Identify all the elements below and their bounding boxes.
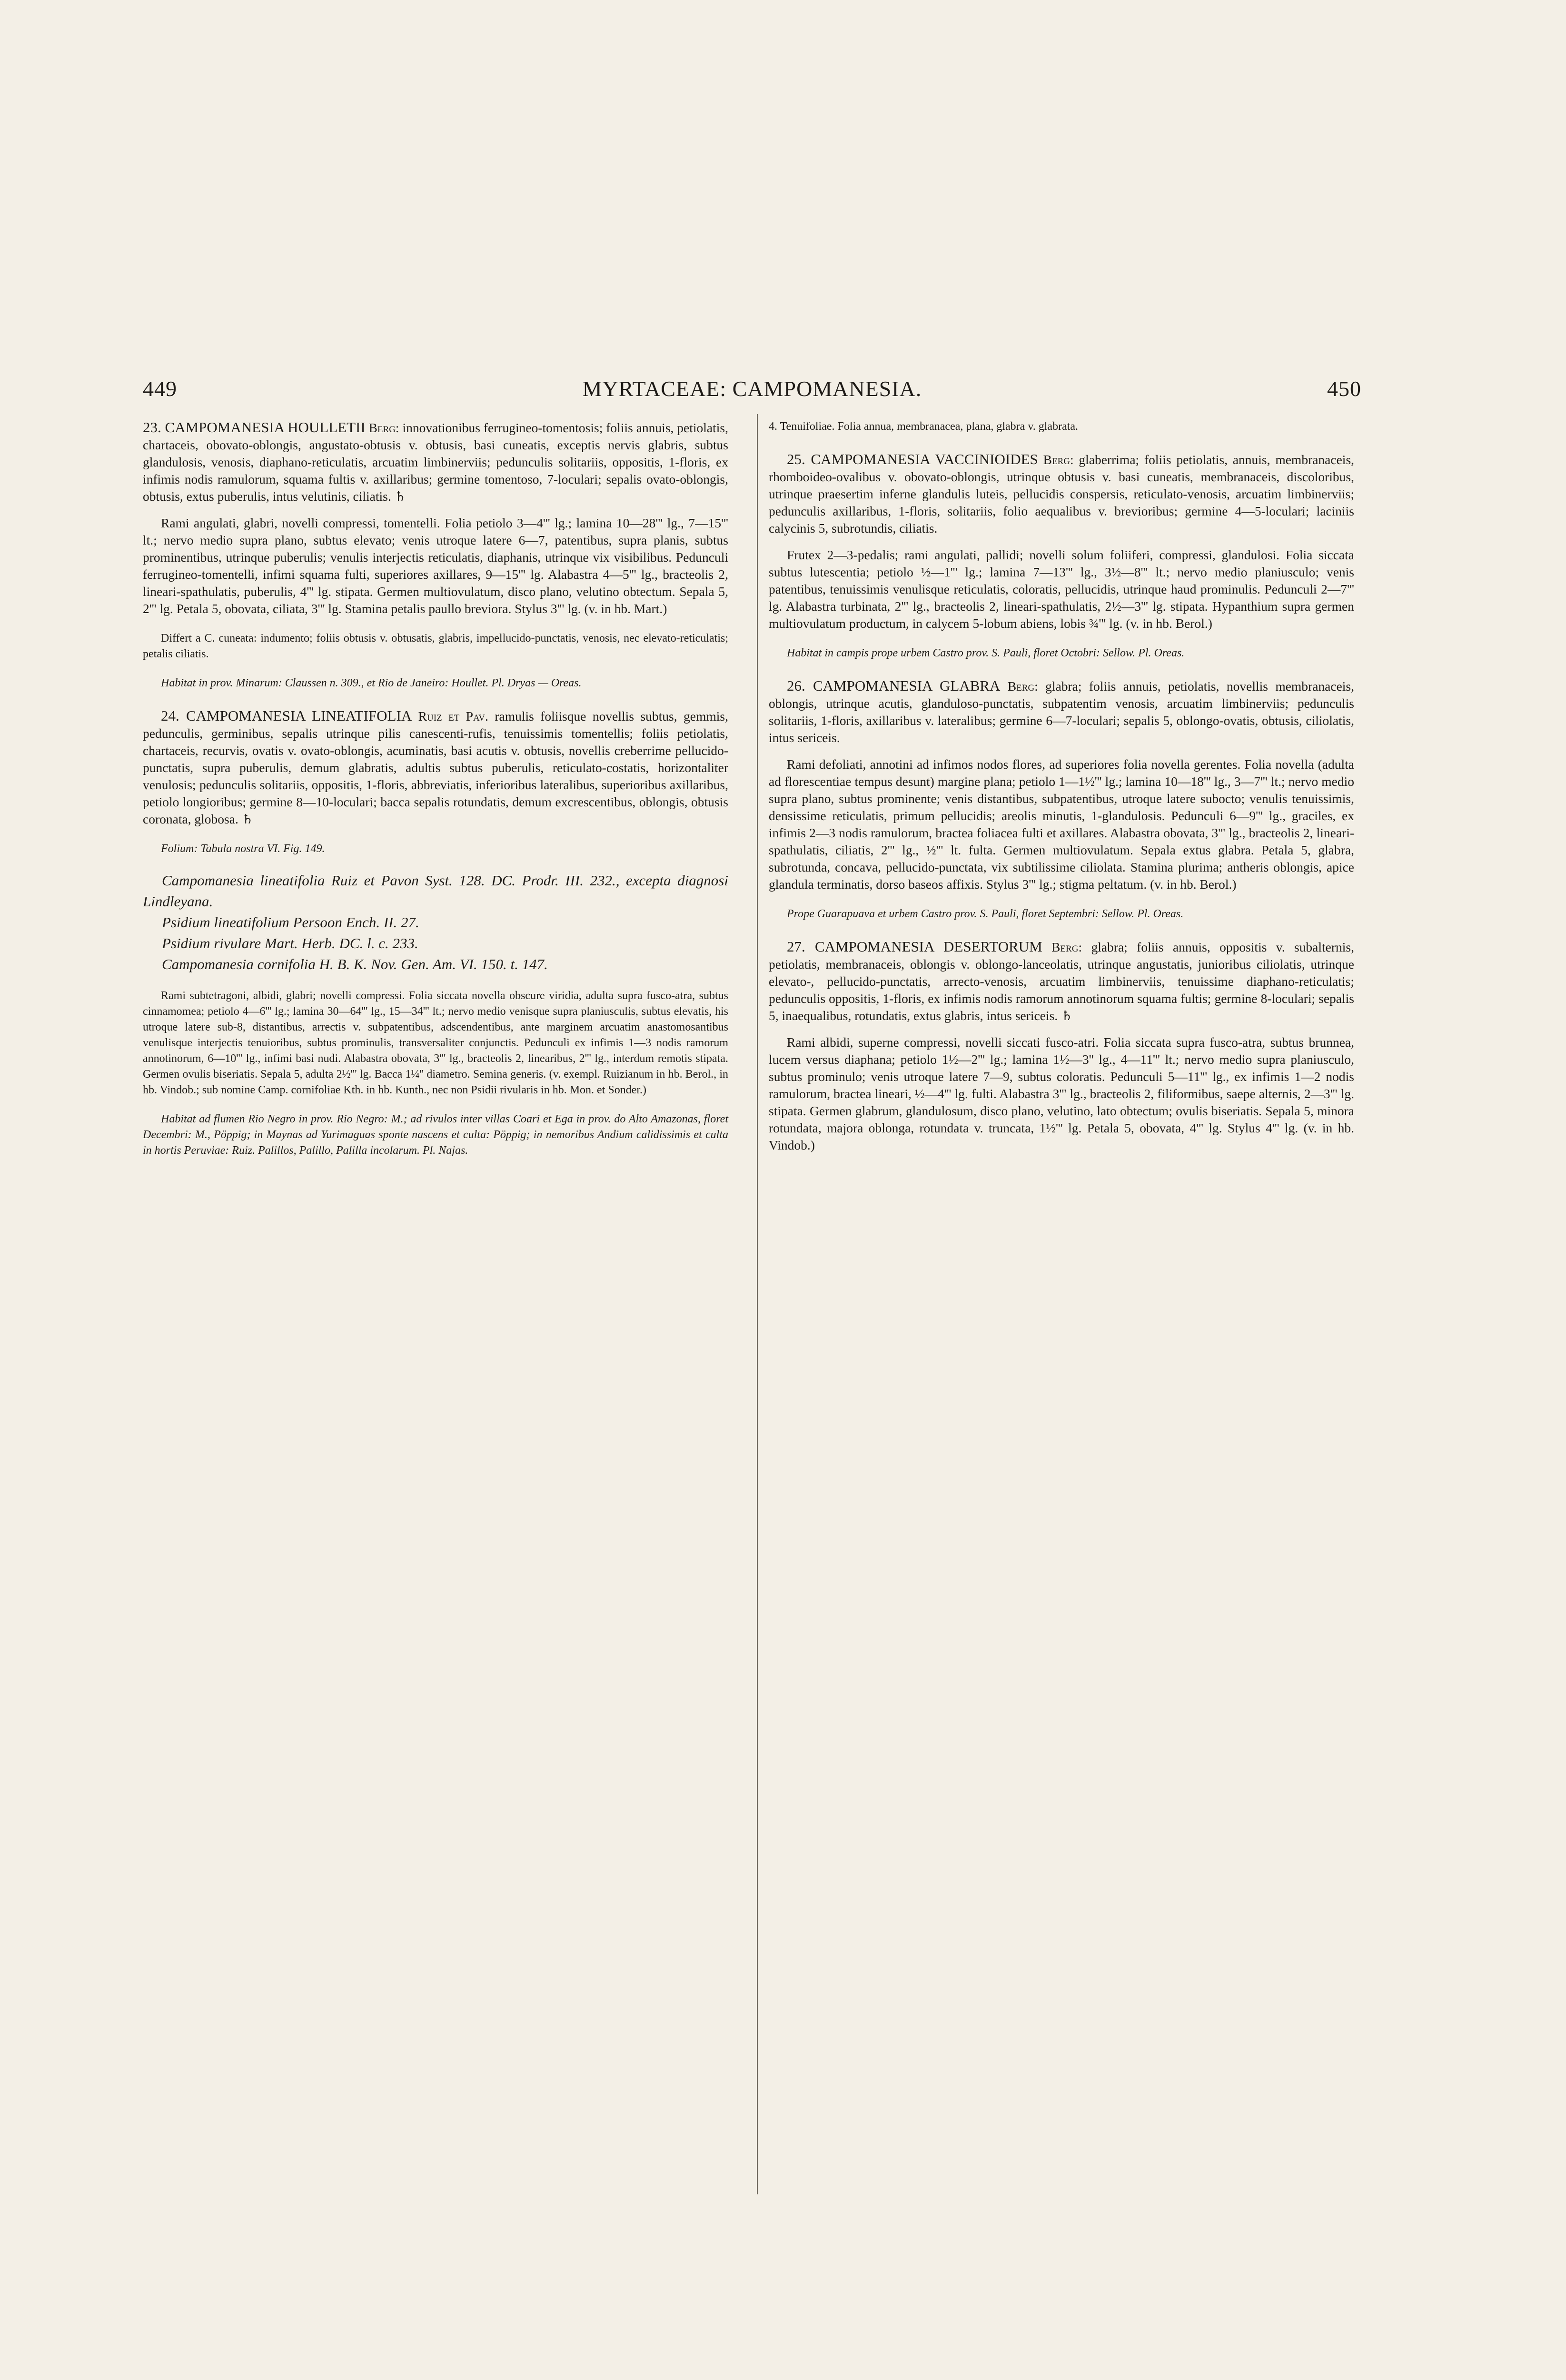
species-23	[143, 419, 728, 691]
species-description: Frutex 2—3-pedalis; rami angulati, pallidi; novelli solum foliiferi, compressi, glandulosi. Folia siccata subtus lutescentia; petiolo ½—1''' lg.; lamina 7—13''' lg., 3½—8''' lt.; nervo medio planiusculo; venis patentibus, tenuissimis venulisque reticulatis, coloratis, pellucidis, utrinque haud prominulis. Pedunculi 2—7''' lg. Alabastra turbinata, 2''' lg., bracteolis 2, lineari-spathulatis, 2½—3''' lg. stipata. Hypanthium supra germen multiovulatum productum, in calycem 5-lobum abiens, lobis ¾''' lg. (v. in hb. Berol.)	[769, 547, 1354, 631]
species-heading: 27. CAMPOMANESIA DESERTORUM	[787, 938, 1042, 955]
page-number-left: 449	[143, 377, 177, 401]
page-number-right: 450	[1327, 377, 1361, 401]
folium-reference: Folium: Tabula nostra VI. Fig. 149.	[161, 843, 325, 855]
synonym: Campomanesia cornifolia H. B. K. Nov. Gen. Am. VI. 150. t. 147.	[162, 956, 548, 972]
species-note: Differt a C. cuneata: indumento; foliis obtusis v. obtusatis, glabris, impellucido-punctatis, venosis, nec elevato-reticulatis; petalis ciliatis.	[143, 632, 728, 660]
synonym: Campomanesia lineatifolia Ruiz et Pavon Syst. 128. DC. Prodr. III. 232., excepta diagnosi Lindleyana.	[143, 872, 728, 910]
species-25	[769, 451, 1354, 661]
species-27	[769, 938, 1354, 1154]
species-diagnosis: : glabra; foliis annuis, petiolatis, novellis membranaceis, oblongis, utrinque acutis, glanduloso-punctatis, subpatentim venosis, arcuatim limbinerviis; pedunculis solitariis, 1-floris, axillaribus v. lateralibus; germine 6—7-loculari; sepalis 5, oblongo-ovatis, obtusis, ciliolatis, intus sericeis.	[769, 679, 1354, 745]
species-26	[769, 677, 1354, 922]
species-diagnosis: ramulis foliisque novellis subtus, gemmis, pedunculis, germinibus, sepalis utrinque pilis canescenti-rufis, tenuissimis tomentellis; foliis petiolatis, chartaceis, recurvis, ovatis v. ovato-oblongis, acuminatis, basi acutis v. obtusis, novellis creberrime pellucido-punctatis, supra puberulis, demum glabratis, adultis subtus puberulis, reticulato-costatis, horizontaliter venulosis; pedunculis solitariis, oppositis, 1-floris, abbreviatis, inferioribus lateralibus, superioribus axillaribus, petiolo longioribus; germine 8—10-loculari; bacca sepalis rotundatis, demum excrescentibus, oblongis, obtusis coronata, globosa. ♄	[143, 709, 729, 826]
running-title: MYRTACEAE: CAMPOMANESIA.	[582, 377, 922, 401]
species-author: Berg	[1043, 452, 1070, 467]
synonym: Psidium lineatifolium Persoon Ench. II. 27.	[162, 914, 419, 931]
left-column	[143, 419, 728, 1159]
species-habitat: Habitat ad flumen Rio Negro in prov. Rio Negro: M.; ad rivulos inter villas Coari et Ega in prov. do Alto Amazonas, floret Decembri: M., Pöppig; in Maynas ad Yurimaguas sponte nascens et culta: Pöppig; in nemoribus Andium calidissimis et culta in hortis Peruviae: Ruiz. Palillos, Palillo, Palilla incolarum. Pl. Najas.	[143, 1113, 728, 1157]
species-24	[143, 707, 728, 1159]
species-description: Rami angulati, glabri, novelli compressi, tomentelli. Folia petiolo 3—4''' lg.; lamina 10—28''' lg., 7—15''' lt.; nervo medio supra plano, subtus elevato; venis utroque latere 6—7, patentibus, supra planis, subtus prominentibus, utrinque puberulis; venulis interjectis reticulatis, diaphanis, utrinque vix visibilibus. Pedunculi ferrugineo-tomentelli, infimi squama fulti, superiores axillares, 9—15''' lg. Alabastra 4—5''' lg., bracteolis 2, lineari-spathulatis, puberulis, 4''' lg. stipata. Germen multiovulatum, disco plano, velutino obtectum. Sepala 5, 2''' lg. Petala 5, obovata, ciliata, 3''' lg. Stamina petalis paullo breviora. Stylus 3''' lg. (v. in hb. Mart.)	[143, 516, 728, 616]
species-description: Rami subtetragoni, albidi, glabri; novelli compressi. Folia siccata novella obscure viridia, adulta supra fusco-atra, subtus cinnamomea; petiolo 4—6''' lg.; lamina 30—64''' lg., 15—34''' lt.; nervo medio venisque supra planiusculis, subtus elevatis, his utroque latere sub-8, distantibus, arrectis v. subpatentibus, adscendentibus, ante marginem arcuatim anastomosantibus venulisque interjectis tenuioribus, subtus prominulis, transversaliter conjunctis. Pedunculi ex infimis 1—3 nodis ramorum annotinorum, 6—10''' lg., infimi basi nudi. Alabastra obovata, 3''' lg., bracteolis 2, linearibus, 2''' lg., interdum remotis stipata. Germen ovulis biseriatis. Sepala 5, adulta 2½''' lg. Bacca 1¼'' diametro. Semina generis. (v. exempl. Ruizianum in hb. Berol., in hb. Vindob.; sub nomine Camp. cornifoliae Kth. in hb. Kunth., nec non Psidii rivularis in hb. Mon. et Sonder.)	[143, 990, 728, 1096]
species-heading: 26. CAMPOMANESIA GLABRA	[787, 677, 1001, 694]
species-heading: 25. CAMPOMANESIA VACCINIOIDES	[787, 451, 1038, 467]
species-habitat: Habitat in prov. Minarum: Claussen n. 309., et Rio de Janeiro: Houllet. Pl. Dryas — Oreas.	[161, 677, 582, 689]
synonym: Psidium rivulare Mart. Herb. DC. l. c. 233.	[162, 935, 418, 952]
species-diagnosis: : innovationibus ferrugineo-tomentosis; foliis annuis, petiolatis, chartaceis, obovato-oblongis, angustato-obtusis v. obtusis, basi cuneatis, exceptis nervis glabris, subtus glandulosis, venosis, diaphano-reticulatis, arcuatim limbinerviis; pedunculis solitariis, oppositis, 1-floris, ex infimis nodis ramulorum, squama fultis v. axillaribus; germine tomentoso, 7-loculari; sepalis ovato-oblongis, obtusis, extus puberulis, intus velutinis, ciliatis. ♄	[143, 420, 729, 504]
species-author: Berg	[368, 420, 396, 435]
right-column	[769, 419, 1354, 1154]
species-author: Berg	[1007, 679, 1035, 694]
species-description: Rami albidi, superne compressi, novelli siccati fusco-atri. Folia siccata supra fusco-atra, subtus brunnea, lucem versus diaphana; petiolo 1½—2''' lg.; lamina 1½—3'' lg., 4—11''' lt.; nervo medio supra planiusculo, subtus prominulo; venis utroque latere 7—9, subtus coloratis. Pedunculi 5—11''' lg., ex infimis 1—2 nodis ramulorum, bractea lineari, ½—4''' lg. fulti. Alabastra 3''' lg., bracteolis 2, filiformibus, saepe alternis, 2—3''' lg. stipata. Germen glabrum, glandulosum, disco plano, velutino, lato obtectum; ovulis biseriatis. Sepala 5, minora rotundata, majora oblonga, rotundata v. truncata, 1½''' lg. Petala 5, obovata, 4''' lg. Stylus 4''' lg. (v. in hb. Vindob.)	[769, 1035, 1354, 1152]
species-heading: 24. CAMPOMANESIA LINEATIFOLIA	[161, 707, 412, 724]
species-description: Rami defoliati, annotini ad infimos nodos flores, ad superiores folia novella gerentes. Folia novella (adulta ad florescentiae tempus desunt) margine plana; petiolo 1—1½''' lg.; lamina 10—18''' lg., 3—7''' lt.; nervo medio supra plano, subtus prominente; venis distantibus, subpatentibus, utroque latere subocto; venulis tenuissimis, densissime reticulatis, primum pellucidis; areolis minutis, 1-glandulosis. Pedunculi 6—9''' lg., graciles, ex infimis 2—3 nodis ramulorum, bractea foliacea fulti et axillares. Alabastra obovata, 3''' lg., bracteolis 2, lineari-spathulatis, ciliatis, 2''' lg., ½''' lt. fulta. Germen multiovulatum. Sepala extus glabra. Petala 5, glabra, subrotunda, concava, pellucido-punctata, vix subtilissime ciliolata. Stamina plurima; antheris oblongis, apice glandula terminatis, dorso baseos affixis. Stylus 3''' lg.; stigma peltatum. (v. in hb. Berol.)	[769, 757, 1354, 892]
group-heading: 4. Tenuifoliae. Folia annua, membranacea, plana, glabra v. glabrata.	[769, 420, 1079, 433]
species-habitat: Prope Guarapuava et urbem Castro prov. S. Pauli, floret Septembri: Sellow. Pl. Oreas.	[787, 908, 1184, 920]
species-author: Berg	[1051, 940, 1079, 954]
column-divider	[757, 414, 758, 2194]
species-diagnosis: : glabra; foliis annuis, oppositis v. subalternis, petiolatis, membranaceis, oblongis v. oblongo-lanceolatis, utrinque angustatis, junioribus ciliolatis, utrinque elevato-, pellucido-punctatis, arrecto-venosis, arcuatim limbinerviis, tenuissime diaphano-reticulatis; pedunculis oppositis, 1-floris, ex infimis nodis ramorum annotinorum squama fultis; germine 8-loculari; sepalis 5, inaequalibus, rotundatis, extus glabris, intus sericeis. ♄	[769, 940, 1355, 1023]
species-habitat: Habitat in campis prope urbem Castro prov. S. Pauli, floret Octobri: Sellow. Pl. Oreas.	[787, 647, 1185, 659]
species-diagnosis: : glaberrima; foliis petiolatis, annuis, membranaceis, rhomboideo-ovalibus v. obovato-oblongis, utrinque obtusis v. basi cuneatis, membranaceis, discoloribus, utrinque praesertim inferne glandulis luteis, pellucidis conspersis, reticulato-venosis, arcuatim limbinerviis; pedunculis axillaribus, 1-floris, solitariis, folio aequalibus v. brevioribus; germine 4—5-loculari; laciniis calycinis 5, subrotundis, ciliatis.	[769, 452, 1355, 536]
running-header	[143, 376, 1361, 405]
species-author: Ruiz et Pav.	[418, 709, 488, 724]
species-heading: 23. CAMPOMANESIA HOULLETII	[143, 419, 366, 436]
